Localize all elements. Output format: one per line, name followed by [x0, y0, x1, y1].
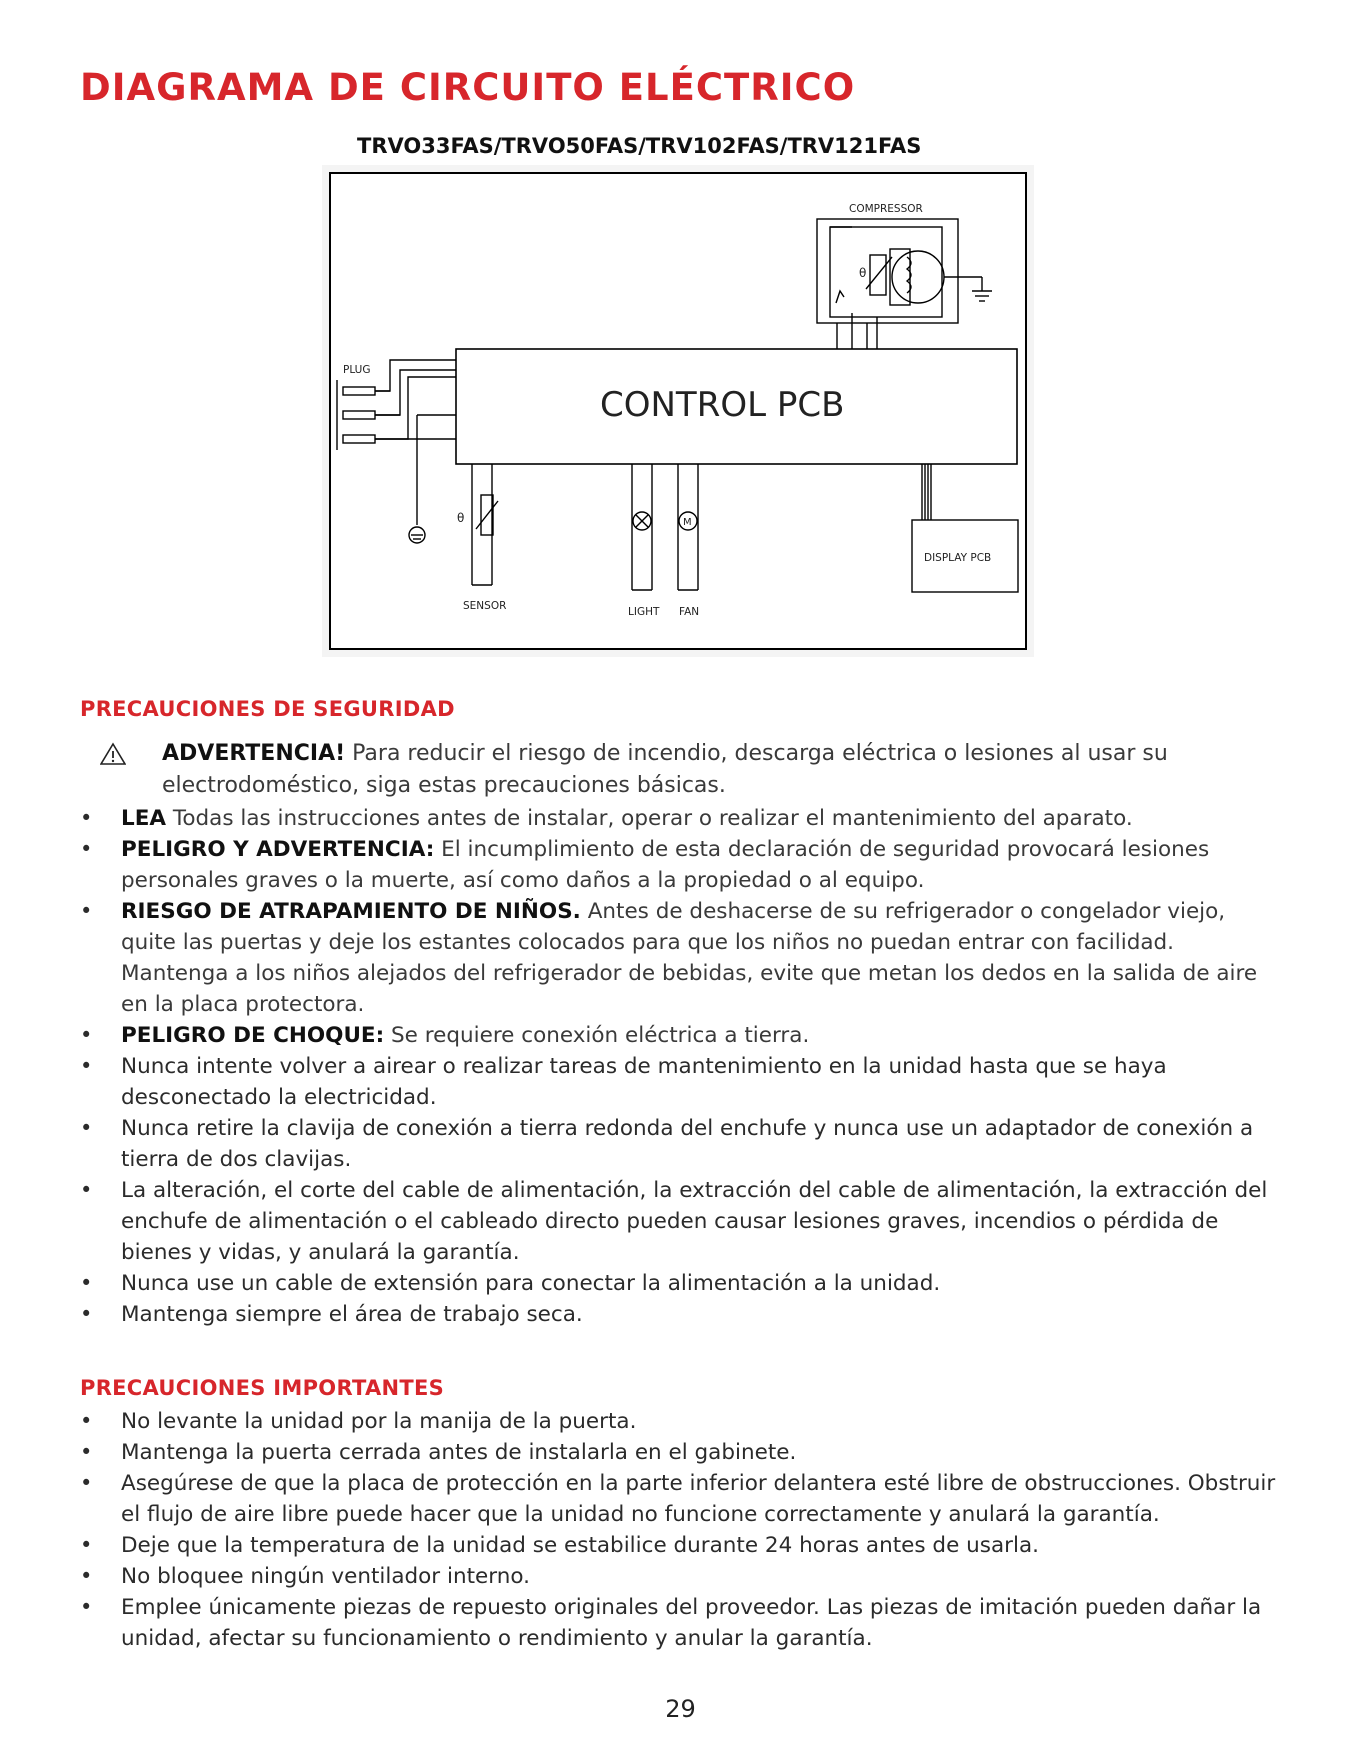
list-item: • Deje que la temperatura de la unidad se estabilice durante 24 horas antes de usarla.	[80, 1530, 1280, 1561]
important-list	[80, 1406, 1280, 1654]
page-title: DIAGRAMA DE CIRCUITO ELÉCTRICO	[80, 66, 856, 109]
list-item: • La alteración, el corte del cable de alimentación, la extracción del cable de alimentación, la extracción del enchufe de alimentación o el cableado directo pueden causar lesiones graves, incendios o pérdida de bienes y vidas, y anulará la garantía.	[80, 1175, 1280, 1268]
list-item: • PELIGRO DE CHOQUE: Se requiere conexión eléctrica a tierra.	[80, 1020, 1280, 1051]
warning-label: ADVERTENCIA!	[162, 741, 346, 766]
light-label: LIGHT	[628, 606, 660, 618]
display-pcb-label: DISPLAY PCB	[924, 552, 992, 564]
safety-list	[80, 803, 1280, 1330]
theta-symbol: θ	[859, 266, 867, 280]
list-item: • PELIGRO Y ADVERTENCIA: El incumplimiento de esta declaración de seguridad provocará lesiones personales graves o la muerte, así como daños a la propiedad o al equipo.	[80, 834, 1280, 896]
warning-icon	[100, 742, 126, 766]
page-number: 29	[665, 1695, 696, 1723]
list-item: • Nunca use un cable de extensión para conectar la alimentación a la unidad.	[80, 1268, 1280, 1299]
sensor-theta: θ	[457, 511, 465, 525]
list-item: • Nunca intente volver a airear o realizar tareas de mantenimiento en la unidad hasta que se haya desconectado la electricidad.	[80, 1051, 1280, 1113]
list-item: • Nunca retire la clavija de conexión a tierra redonda del enchufe y nunca use un adaptador de conexión a tierra de dos clavijas.	[80, 1113, 1280, 1175]
fan-motor-symbol: M	[683, 517, 692, 528]
fan-label: FAN	[679, 606, 700, 618]
safety-heading: PRECAUCIONES DE SEGURIDAD	[80, 697, 455, 721]
sensor-label: SENSOR	[463, 600, 507, 612]
list-item: • No levante la unidad por la manija de la puerta.	[80, 1406, 1280, 1437]
list-item: • Emplee únicamente piezas de repuesto originales del proveedor. Las piezas de imitación pueden dañar la unidad, afectar su funcionamiento o rendimiento y anular la garantía.	[80, 1592, 1280, 1654]
important-heading: PRECAUCIONES IMPORTANTES	[80, 1376, 445, 1400]
list-item: • RIESGO DE ATRAPAMIENTO DE NIÑOS. Antes de deshacerse de su refrigerador o congelador viejo, quite las puertas y deje los estantes colocados para que los niños no puedan entrar con facilidad. Mantenga a los niños alejados del refrigerador de bebidas, evite que metan los dedos en la salida de aire en la placa protectora.	[80, 896, 1280, 1020]
control-pcb-label: CONTROL PCB	[600, 385, 845, 425]
plug-label: PLUG	[343, 364, 371, 376]
compressor-label: COMPRESSOR	[849, 203, 923, 215]
list-item: • LEA Todas las instrucciones antes de instalar, operar o realizar el mantenimiento del aparato.	[80, 803, 1280, 834]
circuit-diagram	[322, 165, 1034, 657]
warning-block	[100, 738, 1280, 802]
warning-text: Para reducir el riesgo de incendio, descarga eléctrica o lesiones al usar su electrodoméstico, siga estas precauciones básicas.	[162, 741, 1168, 798]
list-item: • No bloquee ningún ventilador interno.	[80, 1561, 1280, 1592]
list-item: • Mantenga la puerta cerrada antes de instalarla en el gabinete.	[80, 1437, 1280, 1468]
list-item: • Asegúrese de que la placa de protección en la parte inferior delantera esté libre de obstrucciones. Obstruir el flujo de aire libre puede hacer que la unidad no funcione correctamente y anulará la garantía.	[80, 1468, 1280, 1530]
list-item: • Mantenga siempre el área de trabajo seca.	[80, 1299, 1280, 1330]
